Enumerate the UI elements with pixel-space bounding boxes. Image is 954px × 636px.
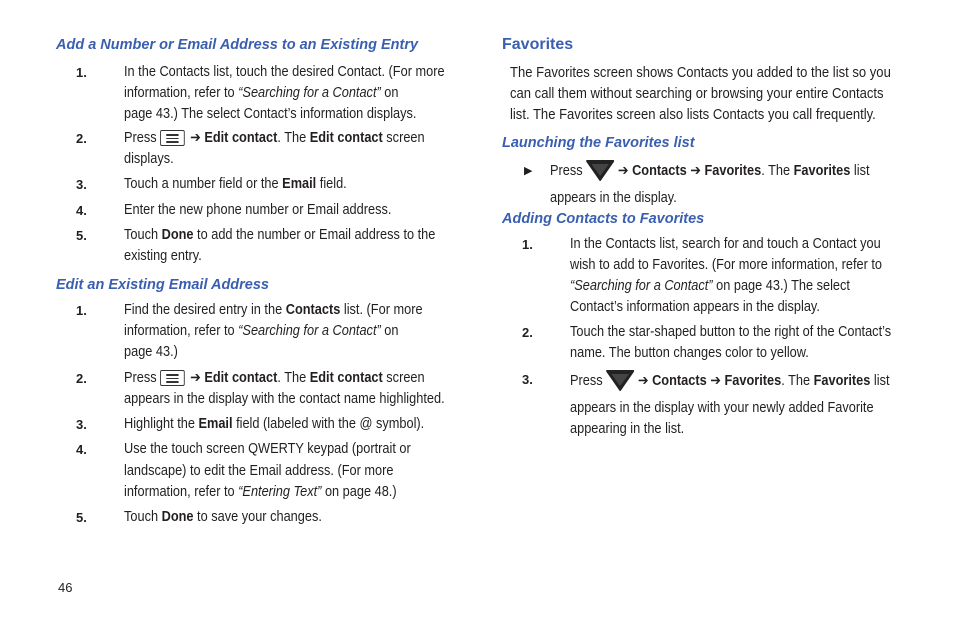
heading-add-number-email: Add a Number or Email Address to an Existing Entry: [56, 37, 419, 53]
home-key-icon: [586, 159, 614, 188]
menu-key-icon: [160, 130, 185, 146]
arrow-icon: ➔: [190, 370, 201, 386]
favorites-intro: The Favorites screen shows Contacts you added to the list so you can call them without searching or browsing your entire Contacts list. The Favorites screen also lists Contacts you call frequently.: [510, 65, 891, 123]
heading-launching-favorites: Launching the Favorites list: [502, 135, 695, 151]
arrow-icon: ➔: [617, 163, 629, 179]
menu-key-icon: [160, 370, 185, 386]
bullet-icon: ▶: [524, 165, 533, 177]
arrow-icon: ➔: [690, 163, 701, 179]
arrow-icon: ➔: [710, 373, 721, 389]
heading-adding-favorites: Adding Contacts to Favorites: [502, 211, 705, 227]
home-key-icon: [606, 369, 634, 398]
section-title-favorites: Favorites: [502, 36, 574, 53]
arrow-icon: ➔: [190, 130, 201, 146]
page-number: 46: [58, 580, 73, 595]
arrow-icon: ➔: [637, 373, 649, 389]
heading-edit-email: Edit an Existing Email Address: [56, 277, 269, 293]
